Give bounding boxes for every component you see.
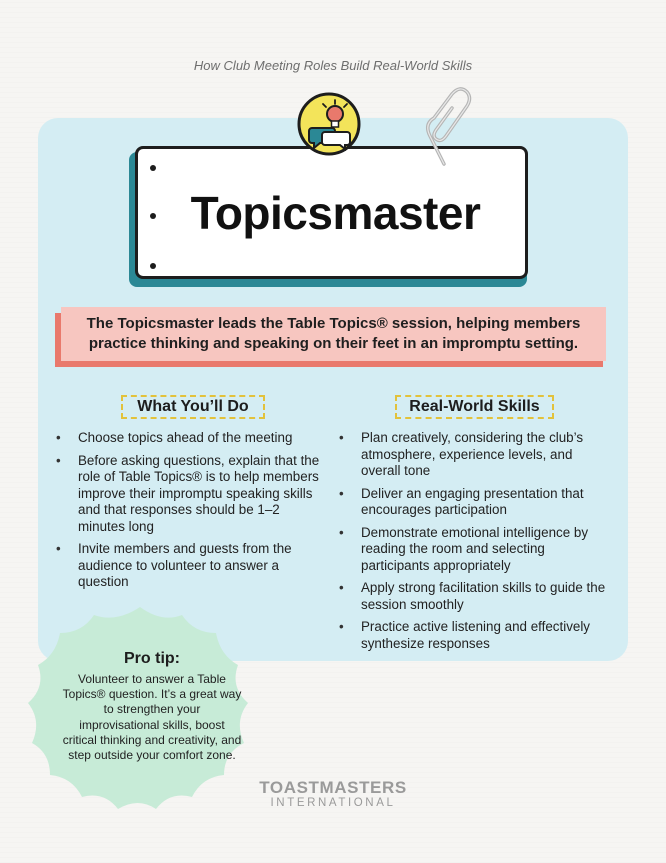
what-youll-do-list bbox=[56, 430, 326, 597]
real-world-skills-heading: Real-World Skills bbox=[395, 395, 554, 419]
list-item: • Invite members and guests from the audience to volunteer to answer a question bbox=[56, 541, 326, 591]
real-world-skills-list bbox=[339, 430, 614, 658]
list-item: • Apply strong facilitation skills to guide the session smoothly bbox=[339, 580, 614, 613]
toastmasters-logo bbox=[243, 778, 423, 809]
logo-line: INTERNATIONAL bbox=[270, 797, 396, 809]
page-title: Topicsmaster bbox=[190, 186, 481, 239]
paperclip-icon bbox=[422, 86, 472, 170]
lightbulb-speech-icon bbox=[297, 92, 361, 156]
list-item: • Deliver an engaging presentation that encourages participation bbox=[339, 486, 614, 519]
list-item: • Choose topics ahead of the meeting bbox=[56, 430, 326, 447]
pro-tip-body: Volunteer to answer a Table Topics® question. It’s a great way to strengthen your improvisational skills, boost critical thinking and creativity, and step outside your comfort zone. bbox=[62, 672, 242, 763]
list-item: • Demonstrate emotional intelligence by reading the room and selecting participants appropriately bbox=[339, 525, 614, 575]
list-item: • Before asking questions, explain that the role of Table Topics® is to help members improve their impromptu speaking skills and that responses should be 1–2 minutes long bbox=[56, 453, 326, 536]
intro-line: The Topicsmaster leads the Table Topics® session, helping members bbox=[86, 315, 581, 332]
pro-tip-title: Pro tip: bbox=[124, 650, 180, 667]
intro-line: practice thinking and speaking on their feet in an impromptu setting. bbox=[88, 335, 579, 352]
list-item: • Practice active listening and effectively synthesize responses bbox=[339, 619, 614, 652]
card-hole-dot bbox=[150, 165, 156, 171]
what-youll-do-heading: What You’ll Do bbox=[121, 395, 265, 419]
page-subtitle: How Club Meeting Roles Build Real-World Skills bbox=[193, 58, 473, 73]
card-hole-dot bbox=[150, 263, 156, 269]
card-hole-dot bbox=[150, 213, 156, 219]
list-item: • Plan creatively, considering the club’s atmosphere, experience levels, and overall tone bbox=[339, 430, 614, 480]
intro-banner bbox=[61, 307, 606, 361]
logo-line: TOASTMASTERS bbox=[259, 778, 407, 797]
